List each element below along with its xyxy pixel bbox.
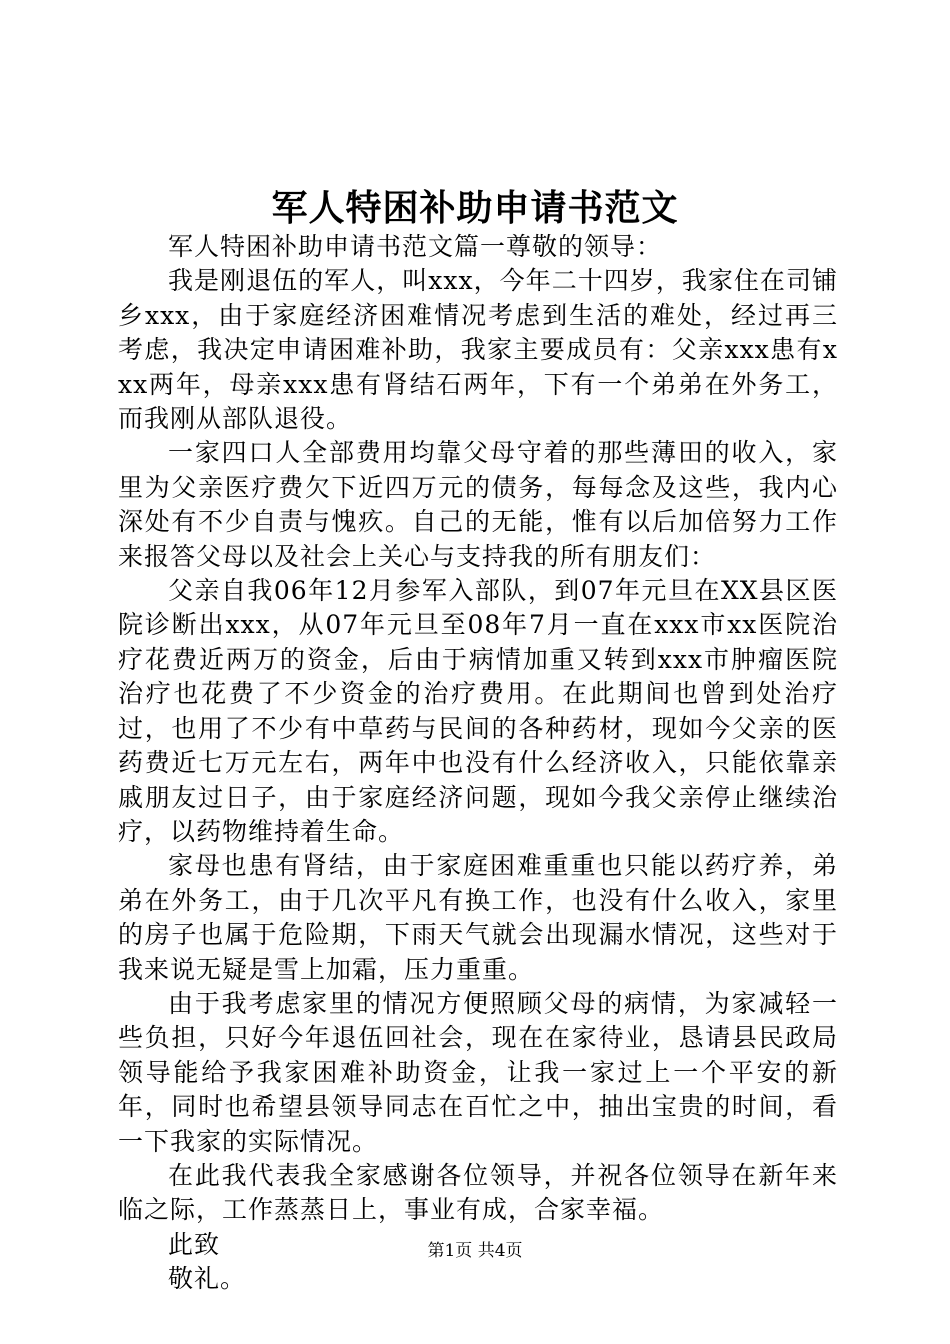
document-title: 军人特困补助申请书范文 <box>271 187 679 229</box>
closing-regards: 敬礼。 <box>168 1264 247 1294</box>
intro-paragraph: 军人特困补助申请书范文篇一尊敬的领导： <box>168 232 663 261</box>
document-body <box>118 230 838 1297</box>
body-paragraph: 家母也患有肾结，由于家庭困难重重也只能以药疗养，弟弟在外务工，由于几次平凡有换工作，也没有什么收入，家里的房子也属于危险期，下雨天气就会出现漏水情况，这些对于我来说无疑是雪上加霜，压力重重。 <box>118 851 838 984</box>
page-number: 第1页 共4页 <box>427 1241 523 1261</box>
body-paragraph: 我是刚退伍的军人，叫xxx，今年二十四岁，我家住在司铺乡xxx，由于家庭经济困难情况考虑到生活的难处，经过再三考虑，我决定申请困难补助，我家主要成员有：父亲xxx患有xxx两年，母亲xxx患有肾结石两年，下有一个弟弟在外务工，而我刚从部队退役。 <box>118 266 838 434</box>
page-footer <box>0 1240 950 1262</box>
body-paragraph: 在此我代表我全家感谢各位领导，并祝各位领导在新年来临之际，工作蒸蒸日上，事业有成，合家幸福。 <box>118 1160 838 1225</box>
body-paragraph: 由于我考虑家里的情况方便照顾父母的病情，为家减轻一些负担，只好今年退伍回社会，现在在家待业，恳请县民政局领导能给予我家困难补助资金，让我一家过上一个平安的新年，同时也希望县领导同志在百忙之中，抽出宝贵的时间，看一下我家的实际情况。 <box>118 988 838 1156</box>
body-paragraph: 父亲自我06年12月参军入部队，到07年元旦在XX县区医院诊断出xxx，从07年元旦至08年7月一直在xxx市xx医院治疗花费近两万的资金，后由于病情加重又转到xxx市肿瘤医院治疗也花费了不少资金的治疗费用。在此期间也曾到处治疗过，也用了不少有中草药与民间的各种药材，现如今父亲的医药费近七万元左右，两年中也没有什么经济收入，只能依靠亲戚朋友过日子，由于家庭经济问题，现如今我父亲停止继续治疗，以药物维持着生命。 <box>118 576 838 846</box>
closing-salutation: 此致 <box>168 1229 221 1259</box>
body-paragraph: 一家四口人全部费用均靠父母守着的那些薄田的收入，家里为父亲医疗费欠下近四万元的债务，每每念及这些，我内心深处有不少自责与愧疚。自己的无能，惟有以后加倍努力工作来报答父母以及社会上关心与支持我的所有朋友们： <box>118 438 838 571</box>
